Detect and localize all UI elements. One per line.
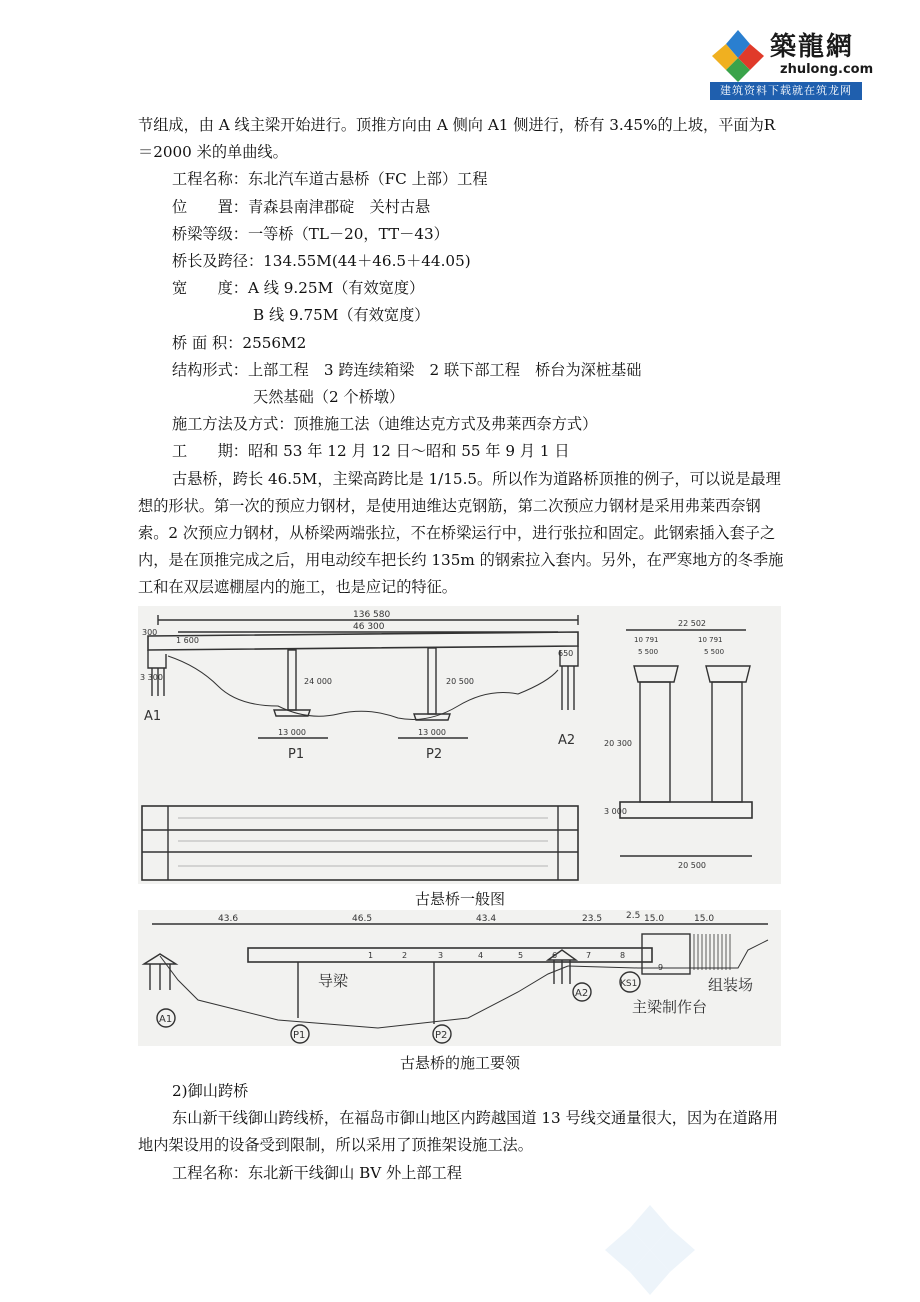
- dim-pier-w2: 13 000: [418, 728, 446, 737]
- field-length-span: 桥长及跨径：134.55M(44＋46.5＋44.05): [172, 252, 471, 271]
- logo-diamond-icon: [710, 28, 766, 84]
- label-guide-girder: 导梁: [318, 972, 349, 990]
- dim-pier-w1: 13 000: [278, 728, 306, 737]
- dim-h2: 20 500: [446, 677, 474, 686]
- figure-general-drawing: [138, 606, 781, 884]
- segment-3: 3: [438, 951, 444, 960]
- field-width-b: B 线 9.75M（有效宽度）: [253, 306, 430, 325]
- sec-b: 10 791: [698, 636, 723, 644]
- field-project-name-2: 工程名称：东北新干线御山 BV 外上部工程: [172, 1163, 462, 1182]
- figure-construction-method: [138, 910, 781, 1046]
- segment-6: 6: [552, 951, 558, 960]
- segment-7: 7: [586, 951, 592, 960]
- dim-total: 136 580: [353, 610, 391, 620]
- field-period: 工 期：昭和 53 年 12 月 12 日～昭和 55 年 9 月 1 日: [172, 442, 570, 461]
- label-p1: P1: [288, 747, 305, 762]
- logo-name: 築龍網: [770, 32, 855, 62]
- dim-left: 1 600: [176, 636, 199, 645]
- label-a1: A1: [159, 1014, 173, 1025]
- field-width: 宽 度：A 线 9.25M（有效宽度）: [172, 279, 425, 298]
- dim-sub: 46 300: [353, 622, 385, 632]
- field-deck-area: 桥 面 积：2556M2: [172, 333, 307, 352]
- logo-slogan: 建筑资料下载就在筑龙网: [710, 82, 862, 100]
- label-ks: KS1: [620, 979, 638, 989]
- section-paragraph: 东山新干线御山跨线桥，在福岛市御山地区内跨越国道 13 号线交通量很大，因为在道路用地内架设用的设备受到限制，所以采用了顶推架设施工法。: [138, 1109, 779, 1155]
- label-p1: P1: [293, 1030, 306, 1041]
- dim-right: 650: [558, 649, 574, 658]
- label-assembly-yard: 组装场: [708, 976, 754, 994]
- segment-4: 4: [478, 951, 484, 960]
- label-p2: P2: [435, 1030, 448, 1041]
- dim-left-top: 300: [142, 628, 158, 637]
- dim-d2: 46.5: [352, 914, 373, 924]
- field-method: 施工方法及方式：顶推施工法（迪维达克方式及弗莱西奈方式）: [172, 415, 598, 434]
- label-p2: P2: [426, 747, 443, 762]
- body-text-bottom: [138, 1078, 788, 1187]
- field-structure: 结构形式：上部工程 3 跨连续箱梁 2 联下部工程 桥台为深桩基础: [172, 360, 642, 379]
- figure1-caption: 古悬桥一般图: [414, 890, 505, 908]
- dim-d4: 23.5: [582, 914, 603, 924]
- figure2-caption: 古悬桥的施工要领: [399, 1054, 520, 1072]
- dim-d7: 15.0: [694, 914, 715, 924]
- watermark-diamond-icon: [600, 1200, 700, 1300]
- dim-d6: 15.0: [644, 914, 665, 924]
- dim-abut: 3 300: [140, 673, 163, 682]
- site-logo: [710, 24, 874, 100]
- section-heading: 2)御山跨桥: [172, 1082, 249, 1100]
- segment-9: 9: [658, 963, 664, 972]
- label-a2: A2: [575, 988, 589, 999]
- segment-5: 5: [518, 951, 524, 960]
- sec-d: 5 500: [704, 648, 725, 656]
- sec-top: 22 502: [678, 619, 706, 628]
- sec-base: 3 000: [604, 807, 627, 816]
- dim-d1: 43.6: [218, 914, 239, 924]
- dim-d5: 2.5: [626, 911, 641, 921]
- sec-h: 20 300: [604, 739, 632, 748]
- sec-c: 5 500: [638, 648, 659, 656]
- field-location: 位 置：青森县南津郡碇 关村古悬: [172, 197, 431, 216]
- body-text-top: [138, 112, 788, 602]
- segment-2: 2: [402, 951, 408, 960]
- label-a2: A2: [558, 733, 576, 748]
- field-structure-cont: 天然基础（2 个桥墩）: [253, 388, 405, 407]
- logo-domain: zhulong.com: [780, 62, 874, 77]
- sec-w: 20 500: [678, 861, 706, 870]
- dim-d3: 43.4: [476, 914, 497, 924]
- sec-a: 10 791: [634, 636, 659, 644]
- label-casting-yard: 主梁制作台: [632, 998, 708, 1016]
- segment-1: 1: [368, 951, 374, 960]
- field-bridge-grade: 桥梁等级：一等桥（TL－20，TT－43）: [172, 224, 449, 243]
- field-project-name: 工程名称：东北汽车道古悬桥（FC 上部）工程: [172, 170, 488, 189]
- segment-8: 8: [620, 951, 626, 960]
- intro-paragraph: 节组成，由 A 线主梁开始进行。顶推方向由 A 侧向 A1 侧进行，桥有 3.45%的上坡，平面为R＝2000 米的单曲线。: [138, 116, 776, 162]
- dim-h1: 24 000: [304, 677, 332, 686]
- label-a1: A1: [144, 709, 162, 724]
- description-paragraph: 古悬桥，跨长 46.5M，主梁高跨比是 1/15.5。所以作为道路桥顶推的例子，可以说是最理想的形状。第一次的预应力钢材，是使用迪维达克钢筋，第二次预应力钢材是采用弗莱西奈钢索。2 次预应力钢材，从桥梁两端张拉，不在桥梁运行中，进行张拉和固定。此钢索插入套子之内，是在顶推完成之后，用电动绞车把长约 135m 的钢索拉入套内。另外，在严寒地方的冬季施工和在双层遮棚屋内的施工，也是应记的特征。: [138, 469, 784, 597]
